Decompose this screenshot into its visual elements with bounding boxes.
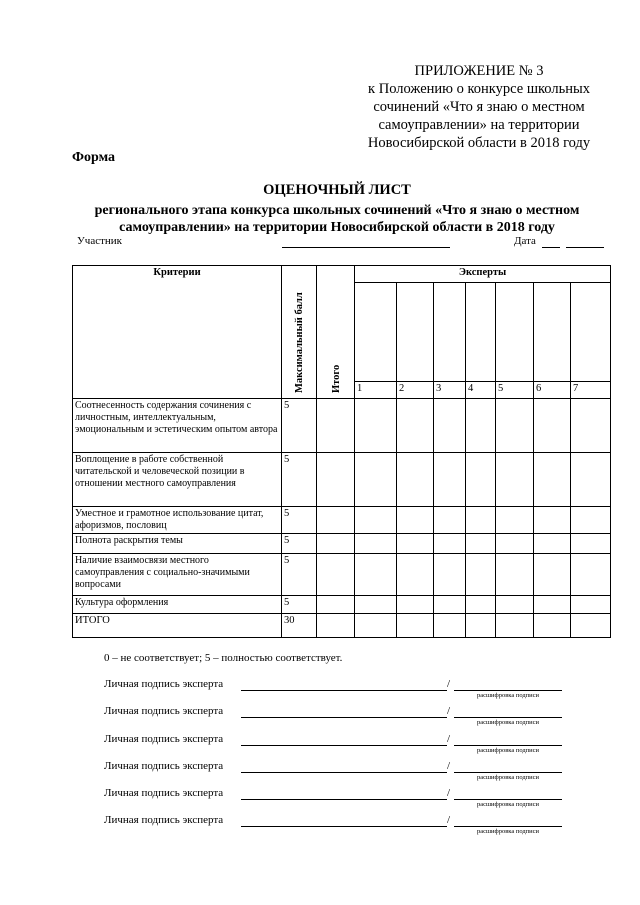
score-cell[interactable] bbox=[397, 534, 434, 554]
signature-line bbox=[104, 814, 574, 838]
score-cell[interactable] bbox=[397, 614, 434, 638]
expert-number: 6 bbox=[534, 382, 571, 399]
signature-line bbox=[104, 733, 574, 757]
score-cell[interactable] bbox=[434, 453, 466, 507]
signature-label: Личная подпись эксперта bbox=[104, 787, 224, 799]
expert-blank-cell bbox=[496, 283, 534, 382]
score-cell[interactable] bbox=[571, 596, 611, 614]
table-row bbox=[73, 596, 611, 614]
slash: / bbox=[447, 814, 451, 826]
signature-line bbox=[104, 760, 574, 784]
score-cell[interactable] bbox=[534, 614, 571, 638]
signature-caption: расшифровка подписи bbox=[476, 747, 540, 754]
slash: / bbox=[447, 787, 451, 799]
signature-field[interactable] bbox=[241, 799, 447, 800]
criterion-cell: Культура оформления bbox=[73, 596, 282, 614]
date-label: Дата bbox=[514, 235, 536, 247]
score-cell[interactable] bbox=[434, 507, 466, 534]
signature-line bbox=[104, 705, 574, 729]
signature-caption: расшифровка подписи bbox=[476, 692, 540, 699]
max-score-cell: 5 bbox=[282, 554, 317, 596]
criterion-cell: Соотнесенность содержания сочинения с личностным, интеллектуальным, эмоциональным и эстетическим опытом автора bbox=[73, 399, 282, 453]
score-cell[interactable] bbox=[534, 596, 571, 614]
table-row bbox=[73, 399, 611, 453]
signature-caption: расшифровка подписи bbox=[476, 801, 540, 808]
total-cell[interactable] bbox=[317, 453, 355, 507]
expert-blank-cell bbox=[397, 283, 434, 382]
page-title: ОЦЕНОЧНЫЙ ЛИСТ bbox=[263, 182, 411, 198]
date-field-day[interactable] bbox=[542, 247, 560, 248]
score-cell[interactable] bbox=[397, 596, 434, 614]
subtitle-line: регионального этапа конкурса школьных сочинений «Что я знаю о местном bbox=[94, 203, 580, 218]
date-field-rest[interactable] bbox=[566, 247, 604, 248]
appendix-block bbox=[340, 62, 618, 152]
appendix-line: самоуправлении» на территории bbox=[378, 117, 580, 133]
signature-label: Личная подпись эксперта bbox=[104, 705, 224, 717]
score-cell[interactable] bbox=[466, 453, 496, 507]
signature-line bbox=[104, 678, 574, 702]
signature-decode-field[interactable] bbox=[454, 690, 562, 691]
max-score-cell: 5 bbox=[282, 534, 317, 554]
expert-number: 7 bbox=[571, 382, 611, 399]
signature-label: Личная подпись эксперта bbox=[104, 814, 224, 826]
subtitle-line: самоуправлении» на территории Новосибирской области в 2018 году bbox=[119, 220, 555, 235]
appendix-line: сочинений «Что я знаю о местном bbox=[373, 99, 585, 115]
expert-blank-cell bbox=[534, 283, 571, 382]
score-cell[interactable] bbox=[534, 507, 571, 534]
score-cell[interactable] bbox=[355, 596, 397, 614]
table-row bbox=[73, 534, 611, 554]
header-experts: Эксперты bbox=[355, 266, 611, 283]
score-cell[interactable] bbox=[466, 596, 496, 614]
table-row bbox=[73, 554, 611, 596]
header-total: Итого bbox=[317, 266, 355, 399]
score-cell[interactable] bbox=[355, 507, 397, 534]
appendix-line: к Положению о конкурсе школьных bbox=[368, 81, 590, 97]
total-cell[interactable] bbox=[317, 399, 355, 453]
score-legend: 0 – не соответствует; 5 – полностью соответствует. bbox=[104, 652, 343, 664]
max-score-cell: 5 bbox=[282, 507, 317, 534]
signature-caption: расшифровка подписи bbox=[476, 774, 540, 781]
max-score-cell: 5 bbox=[282, 453, 317, 507]
total-cell[interactable] bbox=[317, 534, 355, 554]
score-cell[interactable] bbox=[571, 554, 611, 596]
expert-number: 3 bbox=[434, 382, 466, 399]
score-cell[interactable] bbox=[434, 554, 466, 596]
score-cell[interactable] bbox=[466, 399, 496, 453]
criterion-cell: Полнота раскрытия темы bbox=[73, 534, 282, 554]
signature-decode-field[interactable] bbox=[454, 717, 562, 718]
score-cell[interactable] bbox=[355, 554, 397, 596]
header-criteria: Критерии bbox=[73, 266, 282, 399]
score-cell[interactable] bbox=[571, 453, 611, 507]
signature-line bbox=[104, 787, 574, 811]
score-cell[interactable] bbox=[534, 534, 571, 554]
signature-decode-field[interactable] bbox=[454, 826, 562, 827]
signature-field[interactable] bbox=[241, 717, 447, 718]
criterion-cell: Наличие взаимосвязи местного самоуправления с социально-значимыми вопросами bbox=[73, 554, 282, 596]
expert-blank-cell bbox=[355, 283, 397, 382]
score-cell[interactable] bbox=[355, 453, 397, 507]
score-cell[interactable] bbox=[496, 534, 534, 554]
participant-row bbox=[72, 235, 608, 251]
total-cell[interactable] bbox=[317, 614, 355, 638]
score-cell[interactable] bbox=[496, 399, 534, 453]
score-cell[interactable] bbox=[355, 399, 397, 453]
signature-field[interactable] bbox=[241, 690, 447, 691]
score-cell[interactable] bbox=[571, 614, 611, 638]
signature-decode-field[interactable] bbox=[454, 745, 562, 746]
score-cell[interactable] bbox=[397, 554, 434, 596]
appendix-line: ПРИЛОЖЕНИЕ № 3 bbox=[414, 63, 544, 79]
score-cell[interactable] bbox=[466, 534, 496, 554]
max-score-cell: 5 bbox=[282, 399, 317, 453]
signature-decode-field[interactable] bbox=[454, 772, 562, 773]
score-cell[interactable] bbox=[571, 399, 611, 453]
score-cell[interactable] bbox=[466, 507, 496, 534]
score-cell[interactable] bbox=[434, 596, 466, 614]
signature-field[interactable] bbox=[241, 745, 447, 746]
signature-label: Личная подпись эксперта bbox=[104, 678, 224, 690]
score-cell[interactable] bbox=[496, 453, 534, 507]
participant-field[interactable] bbox=[282, 247, 450, 248]
table-row bbox=[73, 453, 611, 507]
signature-label: Личная подпись эксперта bbox=[104, 733, 224, 745]
expert-number: 5 bbox=[496, 382, 534, 399]
total-row bbox=[73, 614, 611, 638]
score-cell[interactable] bbox=[397, 453, 434, 507]
total-cell[interactable] bbox=[317, 507, 355, 534]
score-cell[interactable] bbox=[355, 614, 397, 638]
score-cell[interactable] bbox=[496, 507, 534, 534]
expert-blank-cell bbox=[466, 283, 496, 382]
form-label: Форма bbox=[72, 150, 116, 165]
signature-field[interactable] bbox=[241, 826, 447, 827]
signature-field[interactable] bbox=[241, 772, 447, 773]
score-cell[interactable] bbox=[496, 596, 534, 614]
score-cell[interactable] bbox=[571, 507, 611, 534]
total-cell[interactable] bbox=[317, 554, 355, 596]
score-cell[interactable] bbox=[434, 614, 466, 638]
score-cell[interactable] bbox=[534, 399, 571, 453]
page-subtitle bbox=[72, 202, 602, 236]
score-cell[interactable] bbox=[534, 554, 571, 596]
slash: / bbox=[447, 733, 451, 745]
slash: / bbox=[447, 760, 451, 772]
participant-label: Участник bbox=[77, 235, 123, 247]
max-score-cell: 5 bbox=[282, 596, 317, 614]
slash: / bbox=[447, 678, 451, 690]
header-max-score: Максимальный балл bbox=[282, 266, 317, 399]
score-cell[interactable] bbox=[496, 614, 534, 638]
total-cell[interactable] bbox=[317, 596, 355, 614]
expert-number: 2 bbox=[397, 382, 434, 399]
table-row bbox=[73, 507, 611, 534]
total-row-label: ИТОГО bbox=[73, 614, 282, 638]
score-cell[interactable] bbox=[397, 399, 434, 453]
score-cell[interactable] bbox=[434, 534, 466, 554]
expert-blank-cell bbox=[434, 283, 466, 382]
evaluation-table bbox=[72, 265, 611, 638]
total-row-max: 30 bbox=[282, 614, 317, 638]
score-cell[interactable] bbox=[434, 399, 466, 453]
signature-caption: расшифровка подписи bbox=[476, 719, 540, 726]
appendix-line: Новосибирской области в 2018 году bbox=[367, 135, 591, 151]
signature-label: Личная подпись эксперта bbox=[104, 760, 224, 772]
signature-caption: расшифровка подписи bbox=[476, 828, 540, 835]
expert-number: 1 bbox=[355, 382, 397, 399]
criterion-cell: Уместное и грамотное использование цитат, афоризмов, пословиц bbox=[73, 507, 282, 534]
score-cell[interactable] bbox=[466, 614, 496, 638]
score-cell[interactable] bbox=[496, 554, 534, 596]
score-cell[interactable] bbox=[466, 554, 496, 596]
score-cell[interactable] bbox=[571, 534, 611, 554]
score-cell[interactable] bbox=[397, 507, 434, 534]
score-cell[interactable] bbox=[534, 453, 571, 507]
expert-number: 4 bbox=[466, 382, 496, 399]
criterion-cell: Воплощение в работе собственной читательской и человеческой позиции в отношении местного самоуправления bbox=[73, 453, 282, 507]
score-cell[interactable] bbox=[355, 534, 397, 554]
expert-blank-cell bbox=[571, 283, 611, 382]
slash: / bbox=[447, 705, 451, 717]
signature-decode-field[interactable] bbox=[454, 799, 562, 800]
